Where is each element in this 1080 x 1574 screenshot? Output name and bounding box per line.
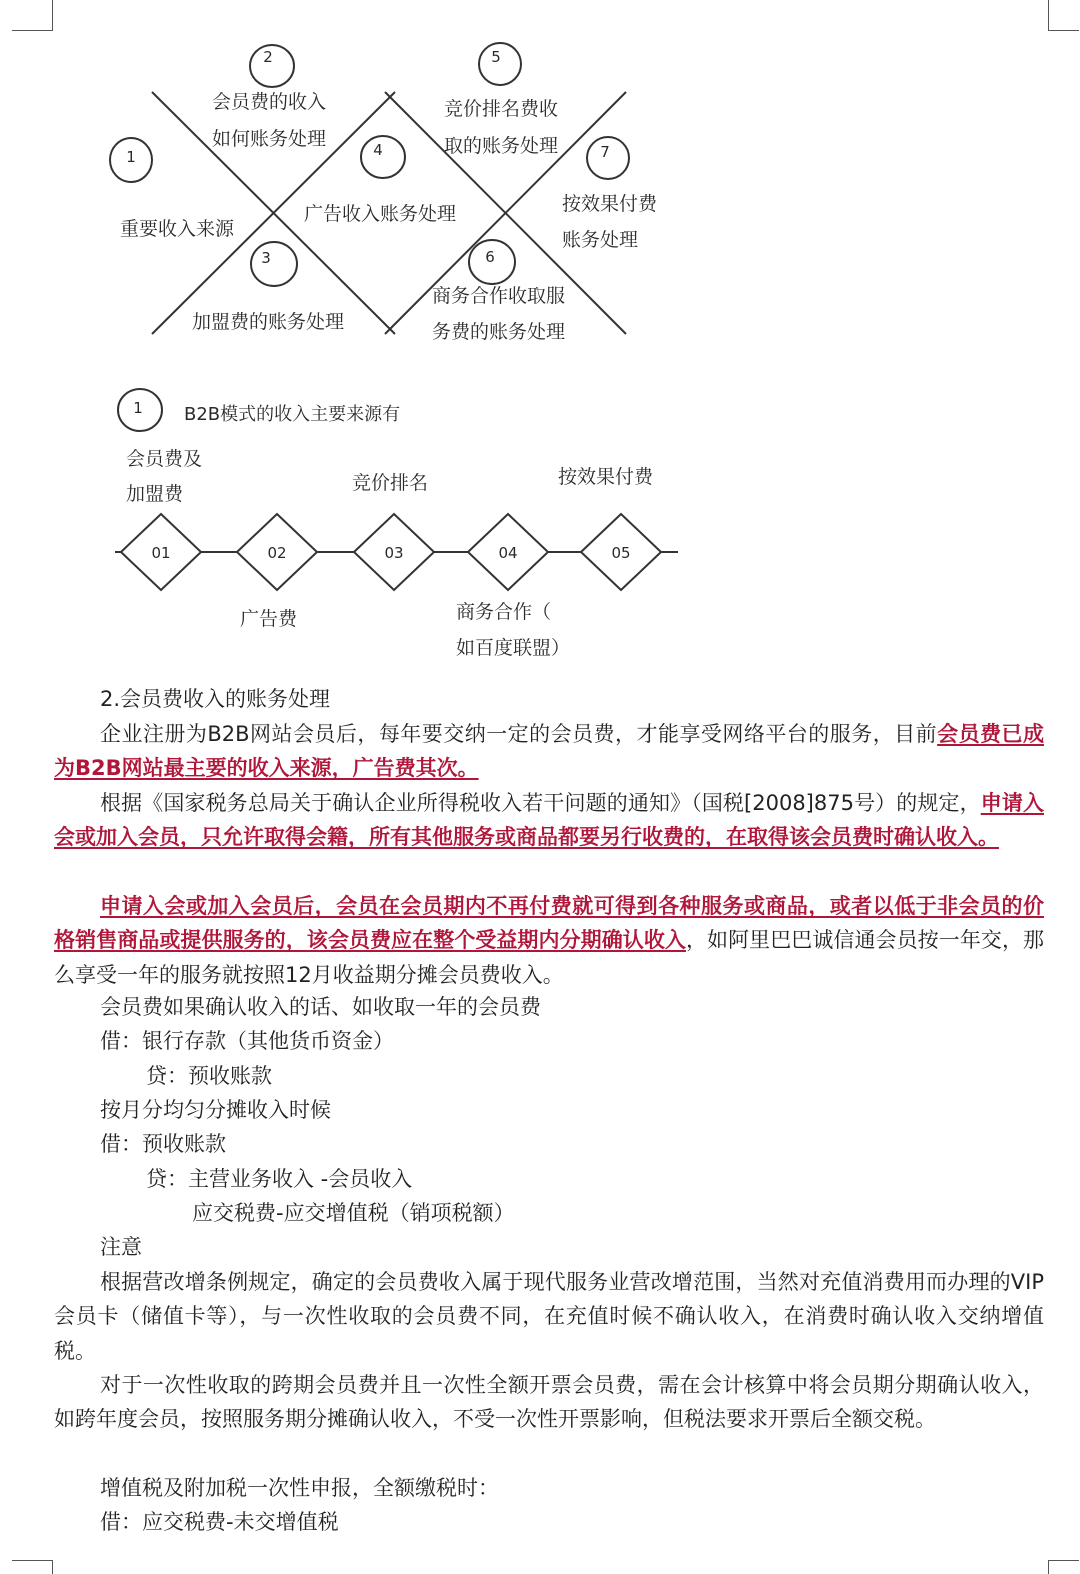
node-5-label-line2: 取的账务处理 [444,135,559,157]
node-1-label: 重要收入来源 [120,218,235,240]
label-membership-line1: 会员费及 [126,448,203,470]
timeline-steps [121,514,661,590]
entry-debit-bank: 借：银行存款（其他货币资金） [100,1029,394,1053]
node-7-group [587,137,629,179]
note-heading: 注意 [100,1235,142,1259]
node-2-number: 2 [263,48,273,66]
entry-debit-advance: 借：预收账款 [100,1132,226,1156]
entry-intro: 会员费如果确认收入的话、如收取一年的会员费 [100,995,541,1019]
label-business-line1: 商务合作（ [456,601,552,623]
node-4-number: 4 [373,141,383,159]
node-1-number: 1 [126,148,136,166]
node-6-label-line1: 商务合作收取服 [432,285,566,307]
timeline-step-label-02: 02 [267,544,287,562]
node-2-label-line2: 如何账务处理 [212,128,327,150]
paragraph-3 [54,889,1044,992]
node-5-group [479,43,521,85]
paragraph-3-text: ，如阿里巴巴诚信通会员按一年交，那么享受一年的服务就按照12月收益期分摊会员费收入。 [54,928,1045,987]
entry-credit-revenue: 贷：主营业务收入 -会员收入 [146,1167,413,1191]
diagram-canvas [0,0,1080,680]
timeline-step-label-03: 03 [384,544,404,562]
entry-monthly-intro: 按月分均匀分摊收入时候 [100,1098,331,1122]
vat-declaration: 增值税及附加税一次性申报，全额缴税时： [100,1476,499,1500]
label-pay-per-effect: 按效果付费 [558,466,654,488]
label-bidding: 竞价排名 [352,472,429,494]
label-advertising: 广告费 [240,608,298,630]
paragraph-3-highlight: 申请入会或加入会员后，会员在会员期内不再付费就可得到各种服务或商品，或者以低于非会员的价格销售商品或提供服务的，该会员费应在整个受益期内分期确认收入 [54,894,1044,953]
node-5-number: 5 [491,48,501,66]
node-6-group [469,240,515,284]
node-7-number: 7 [600,143,610,161]
paragraph-2-highlight: 申请入会或加入会员，只允许取得会籍，所有其他服务或商品都要另行收费的，在取得该会员费时确认收入。 [54,791,1044,850]
paragraph-2-text: 根据《国家税务总局关于确认企业所得税收入若干问题的通知》（国税[2008]875号）的规定， [100,791,981,815]
node-2-group [250,45,294,87]
node-6-label-line2: 务费的账务处理 [432,321,566,343]
entry-credit-tax: 应交税费-应交增值税（销项税额） [192,1201,515,1225]
node-3-number: 3 [261,249,271,267]
timeline-step-label-04: 04 [498,544,518,562]
paragraph-1-text: 企业注册为B2B网站会员后，每年要交纳一定的会员费，才能享受网络平台的服务，目前 [100,722,938,746]
paragraph-1 [54,717,1044,786]
node-7-label-line1: 按效果付费 [562,193,658,215]
timeline-step-label-01: 01 [151,544,171,562]
node-4-group [361,136,405,178]
b2b-title: B2B模式的收入主要来源有 [184,404,401,425]
paragraph-5: 对于一次性收取的跨期会员费并且一次性全额开票会员费，需在会计核算中将会员期分期确认收入，如跨年度会员，按照服务期分摊确认收入，不受一次性开票影响，但税法要求开票后全额交税。 [54,1373,1044,1432]
label-business-line2: 如百度联盟） [456,637,571,659]
node-5-label-line1: 竞价排名费收 [444,98,559,120]
entry-debit-vat: 借：应交税费-未交增值税 [100,1510,339,1534]
paragraph-2 [54,786,1044,855]
crop-mark-bottom-left [12,1560,53,1574]
entry-credit-advance: 贷：预收账款 [146,1064,272,1088]
section-heading: 2.会员费收入的账务处理 [100,687,331,711]
node-1-group [110,138,152,182]
label-membership-line2: 加盟费 [126,483,184,505]
node-3-circle [251,242,297,286]
node-4-label: 广告收入账务处理 [304,203,457,225]
paragraph-4: 根据营改增条例规定，确定的会员费收入属于现代服务业营改增范围，当然对充值消费用而办理的VIP会员卡（储值卡等），与一次性收取的会员费不同，在充值时候不确认收入，在消费时确认收入交纳增值税。 [54,1270,1044,1363]
crop-mark-bottom-right [1048,1560,1079,1574]
paragraph-1-highlight: 会员费已成为B2B网站最主要的收入来源，广告费其次。 [54,722,1045,781]
node-7-label-line2: 账务处理 [562,229,639,251]
node-6-number: 6 [485,248,495,266]
node-3-group [251,242,297,286]
node-3-label: 加盟费的账务处理 [192,311,345,333]
node-2-label-line1: 会员费的收入 [212,91,327,113]
node-4-circle [361,136,405,178]
b2b-marker-group [118,389,162,431]
b2b-marker-number: 1 [133,399,143,417]
timeline-step-label-05: 05 [611,544,631,562]
